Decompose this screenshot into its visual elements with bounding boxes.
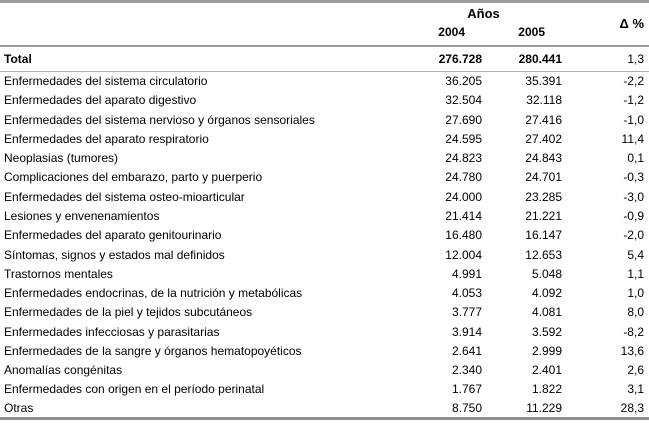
value-2005: 280.441 [518,51,562,66]
table-header [0,2,649,46]
value-2005: 12.653 [525,247,562,262]
value-2004: 21.414 [445,208,482,223]
value-2004: 3.777 [451,305,482,320]
value-2005: 1.822 [531,382,562,397]
value-2004: 2.340 [451,363,482,378]
value-2004: 24.823 [445,151,482,166]
table-row [0,245,649,264]
value-2005: 4.092 [531,286,562,301]
value-2005: 35.391 [525,74,562,89]
value-2004: 36.205 [445,74,482,89]
value-2004: 4.991 [451,266,482,281]
value-2005: 27.402 [525,131,562,146]
delta-value: -2,2 [623,74,644,89]
row-label: Enfermedades de la piel y tejidos subcutáneos [4,305,253,320]
row-label: Otras [4,400,34,415]
value-2005: 5.048 [531,266,562,281]
table-row [0,303,649,322]
table-row [0,341,649,360]
row-label: Anomalías congénitas [4,363,123,378]
row-label: Enfermedades con origen en el período perinatal [4,382,265,397]
value-2005: 27.416 [525,112,562,127]
table-row [0,187,649,206]
value-2004: 4.053 [451,286,482,301]
row-label: Síntomas, signos y estados mal definidos [4,247,225,262]
value-2005: 11.229 [526,400,562,415]
table-row [0,283,649,302]
table-row [0,264,649,283]
value-2005: 32.118 [526,93,562,108]
value-2005: 4.081 [531,305,562,320]
table-row [0,380,649,399]
table-body [0,46,649,419]
table-row [0,206,649,225]
table-row [0,110,649,129]
row-label: Enfermedades infecciosas y parasitarias [4,324,220,339]
value-2004: 2.641 [451,343,482,358]
table-row [0,322,649,341]
delta-value: -3,0 [623,189,644,204]
row-label: Trastornos mentales [4,266,113,281]
delta-value: 5,4 [627,247,644,262]
delta-value: 28,3 [620,400,644,415]
row-label: Enfermedades del sistema osteo-mioarticular [4,189,245,204]
empty-header-cell [0,25,404,46]
value-2004: 276.728 [438,51,482,66]
value-2005: 3.592 [531,324,562,339]
table-row [0,226,649,245]
value-2004: 24.000 [445,189,482,204]
delta-value: 1,1 [627,266,644,281]
delta-value: -8,2 [623,324,644,339]
value-2004: 24.595 [445,131,482,146]
table-row [0,168,649,187]
table-row [0,129,649,148]
year-2005-header: 2005 [518,24,545,39]
delta-value: 0,1 [627,151,644,166]
row-label: Enfermedades del aparato digestivo [4,93,197,108]
value-2005: 24.843 [525,151,562,166]
row-label: Enfermedades del aparato genitourinario [4,228,222,243]
delta-value: 13,6 [620,343,644,358]
delta-value: 3,1 [627,382,644,397]
value-2004: 27.690 [445,112,482,127]
row-label: Total [4,51,32,66]
delta-value: -2,0 [623,228,644,243]
delta-value: -1,0 [623,112,644,127]
value-2004: 1.767 [451,382,482,397]
delta-value: 1,3 [627,51,644,66]
total-row [0,46,649,72]
delta-value: 8,0 [627,305,644,320]
row-label: Enfermedades endocrinas, de la nutrición y metabólicas [4,286,303,301]
table-row [0,149,649,168]
delta-value: 2,6 [627,363,644,378]
delta-value: -0,9 [623,208,644,223]
value-2004: 24.780 [445,170,482,185]
row-label: Lesiones y envenenamientos [4,208,160,223]
row-label: Complicaciones del embarazo, parto y puerperio [4,170,263,185]
value-2005: 23.285 [525,189,562,204]
value-2004: 3.914 [451,324,482,339]
years-group-header: Años [467,6,500,22]
delta-value: 11,4 [621,131,644,146]
row-label: Enfermedades del sistema nervioso y órganos sensoriales [4,112,315,127]
empty-header-cell [0,2,404,25]
value-2004: 32.504 [445,93,482,108]
value-2005: 2.401 [531,363,562,378]
value-2005: 24.701 [525,170,562,185]
delta-value: -1,2 [623,93,644,108]
row-label: Neoplasias (tumores) [4,151,119,166]
table-row [0,72,649,91]
row-label: Enfermedades del aparato respiratorio [4,131,209,146]
table-row [0,399,649,418]
row-label: Enfermedades del sistema circulatorio [4,74,208,89]
delta-value: -0,3 [623,170,644,185]
value-2005: 21.221 [525,208,562,223]
value-2005: 16.147 [525,228,562,243]
value-2004: 12.004 [445,247,482,262]
year-2004-header: 2004 [438,24,465,39]
delta-percent-header: Δ % [619,16,644,32]
table-row [0,360,649,379]
delta-value: 1,0 [627,286,644,301]
value-2004: 16.480 [445,228,482,243]
table-row [0,91,649,110]
value-2005: 2.999 [531,343,562,358]
row-label: Enfermedades de la sangre y órganos hematopoyéticos [4,343,302,358]
value-2004: 8.750 [451,400,482,415]
